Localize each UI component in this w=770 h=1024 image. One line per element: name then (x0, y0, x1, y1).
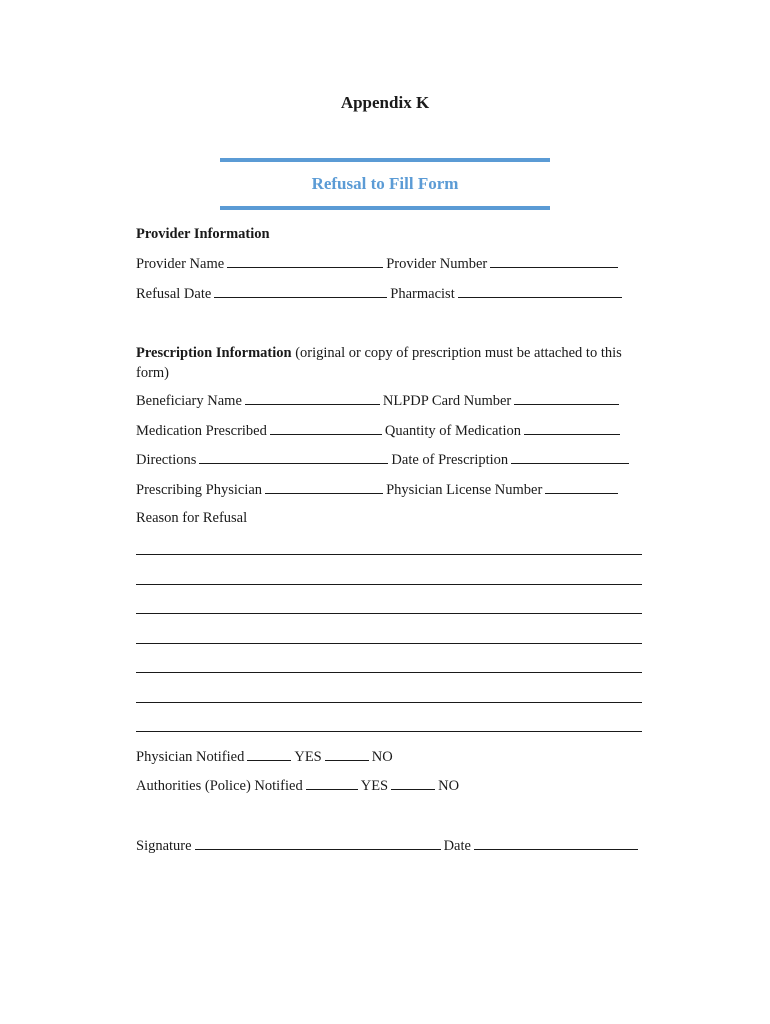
authorities-notified-yes-label: YES (360, 778, 389, 794)
provider-name-label: Provider Name (136, 256, 225, 272)
signature-row (136, 837, 641, 855)
physician-notified-row (136, 748, 393, 766)
provider-section-heading: Provider Information (136, 226, 270, 242)
pharmacist-label: Pharmacist (390, 286, 455, 302)
refusal-date-row (136, 285, 625, 303)
reason-line-2[interactable] (136, 584, 642, 585)
prescribing-physician-label: Prescribing Physician (136, 482, 263, 498)
physician-license-number-field[interactable] (545, 481, 618, 494)
prescription-section-note: (original or copy of prescription must be attached to this form) (136, 345, 622, 381)
date-of-prescription-field[interactable] (511, 451, 629, 464)
physician-notified-no-label: NO (371, 749, 393, 765)
signature-field[interactable] (195, 837, 441, 850)
date-of-prescription-label: Date of Prescription (391, 452, 509, 468)
authorities-notified-label: Authorities (Police) Notified (136, 778, 303, 794)
title-top-rule (220, 158, 550, 162)
signature-date-field[interactable] (474, 837, 638, 850)
provider-number-field[interactable] (490, 255, 618, 268)
directions-label: Directions (136, 452, 197, 468)
pharmacist-field[interactable] (458, 285, 622, 298)
physician-license-number-label: Physician License Number (386, 482, 543, 498)
reason-line-1[interactable] (136, 554, 642, 555)
beneficiary-name-label: Beneficiary Name (136, 393, 242, 409)
physician-notified-yes-label: YES (294, 749, 322, 765)
beneficiary-name-field[interactable] (245, 392, 380, 405)
prescription-section-heading: Prescription Information (136, 345, 292, 361)
medication-prescribed-label: Medication Prescribed (136, 423, 267, 439)
authorities-notified-row (136, 777, 459, 795)
physician-notified-yes-field[interactable] (247, 748, 291, 761)
directions-field[interactable] (199, 451, 388, 464)
quantity-of-medication-label: Quantity of Medication (384, 423, 521, 439)
medication-row (136, 422, 623, 440)
refusal-date-label: Refusal Date (136, 286, 212, 302)
prescribing-physician-row (136, 481, 621, 499)
provider-name-field[interactable] (227, 255, 383, 268)
reason-line-5[interactable] (136, 672, 642, 673)
physician-notified-label: Physician Notified (136, 749, 245, 765)
authorities-notified-yes-field[interactable] (306, 777, 358, 790)
nlpdp-card-number-field[interactable] (514, 392, 619, 405)
title-bottom-rule (220, 206, 550, 210)
reason-line-6[interactable] (136, 702, 642, 703)
provider-number-label: Provider Number (386, 256, 488, 272)
refusal-date-field[interactable] (214, 285, 387, 298)
medication-prescribed-field[interactable] (270, 422, 382, 435)
prescribing-physician-field[interactable] (265, 481, 383, 494)
quantity-of-medication-field[interactable] (524, 422, 620, 435)
reason-line-7[interactable] (136, 731, 642, 732)
nlpdp-card-number-label: NLPDP Card Number (382, 393, 512, 409)
appendix-title: Appendix K (340, 93, 430, 112)
provider-name-row (136, 255, 621, 273)
reason-line-3[interactable] (136, 613, 642, 614)
reason-line-4[interactable] (136, 643, 642, 644)
directions-row (136, 451, 632, 469)
reason-for-refusal-label: Reason for Refusal (136, 510, 248, 526)
form-title: Refusal to Fill Form (311, 174, 459, 193)
signature-date-label: Date (443, 838, 471, 854)
authorities-notified-no-label: NO (438, 778, 460, 794)
physician-notified-no-field[interactable] (325, 748, 369, 761)
authorities-notified-no-field[interactable] (391, 777, 435, 790)
beneficiary-row (136, 392, 622, 410)
prescription-section-heading-block (136, 343, 646, 383)
signature-label: Signature (136, 838, 192, 854)
